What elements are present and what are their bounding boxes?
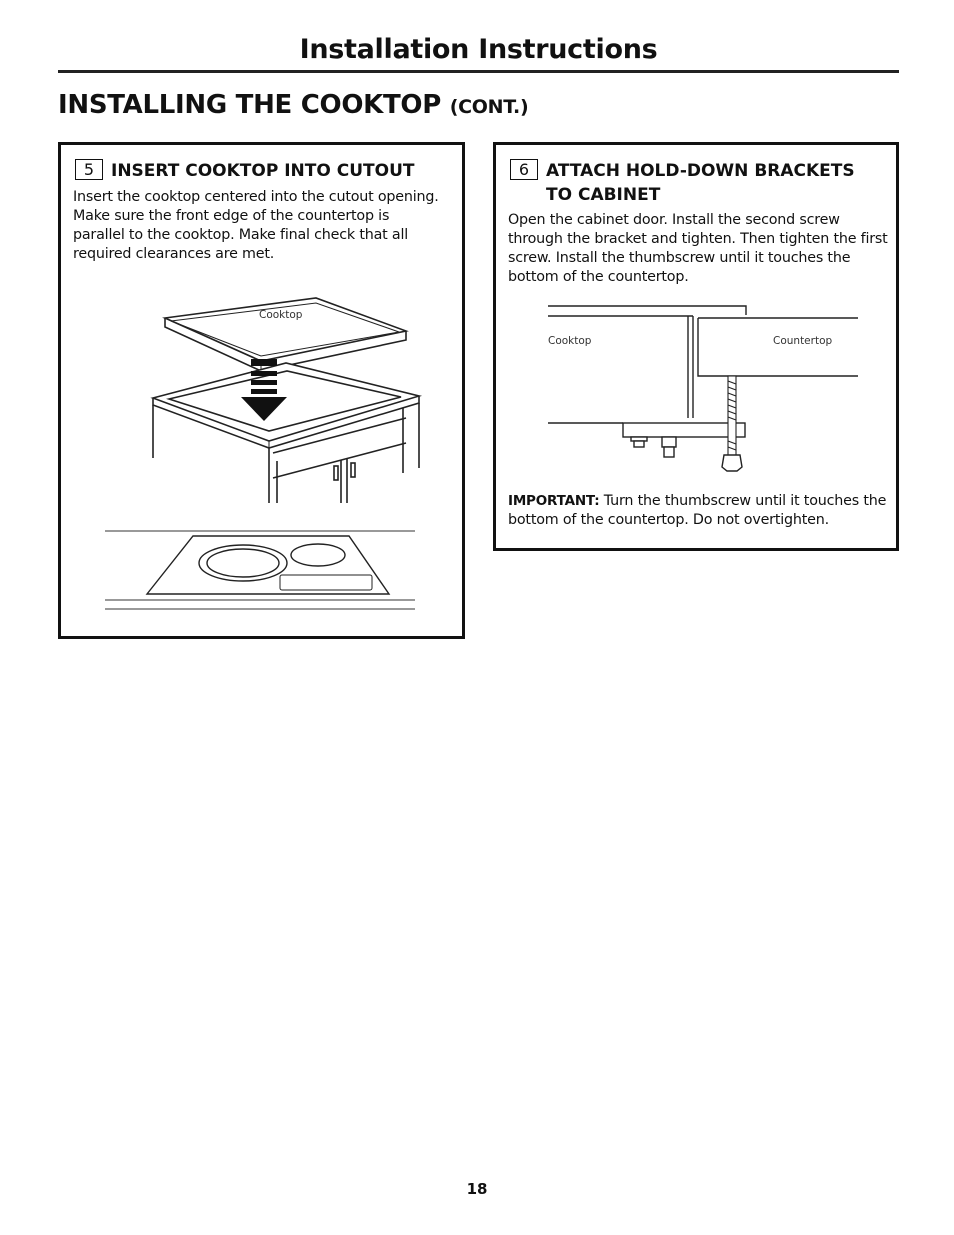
step-5-box — [58, 142, 465, 639]
cooktop-surface — [147, 536, 389, 594]
step-5-text: Insert the cooktop centered into the cutout opening. Make sure the front edge of the countertop is parallel to the cooktop. Make final check that all required clearances are met. — [73, 189, 439, 262]
step-6-heading — [510, 159, 876, 207]
bracket — [623, 423, 745, 457]
cooktop-label-2: Cooktop — [548, 335, 592, 347]
countertop-section — [548, 306, 858, 423]
page-header-title: Installation Instructions — [299, 34, 658, 65]
important-note — [508, 492, 888, 530]
page-number: 18 — [466, 1180, 488, 1198]
step-5-title: INSERT COOKTOP INTO CUTOUT — [111, 161, 415, 181]
cooktop-label: Cooktop — [259, 309, 303, 321]
step-6-number: 6 — [510, 159, 538, 180]
step-6-text: Open the cabinet door. Install the second screw through the bracket and tighten. Then tighten the first screw. Install the thumbscrew until it touches the bottom of the countertop. — [508, 212, 888, 285]
header-rule — [58, 70, 899, 73]
step-5-heading — [75, 159, 414, 184]
hold-down-bracket-illustration — [548, 303, 868, 483]
cooktop-surface-illustration — [105, 528, 417, 612]
section-title — [58, 90, 528, 120]
countertop-cutout — [153, 363, 419, 448]
step-5-number: 5 — [75, 159, 103, 180]
important-label: IMPORTANT: — [508, 493, 600, 509]
step-6-box — [493, 142, 899, 551]
section-title-cont: (CONT.) — [449, 96, 529, 118]
cooktop-insert-illustration — [101, 293, 431, 513]
countertop-label: Countertop — [773, 335, 833, 347]
section-title-main: INSTALLING THE COOKTOP — [58, 90, 441, 120]
step-6-title: ATTACH HOLD-DOWN BRACKETS TO CABINET — [546, 161, 855, 205]
important-text: Turn the thumbscrew until it touches the bottom of the countertop. Do not overtighten. — [508, 493, 887, 528]
